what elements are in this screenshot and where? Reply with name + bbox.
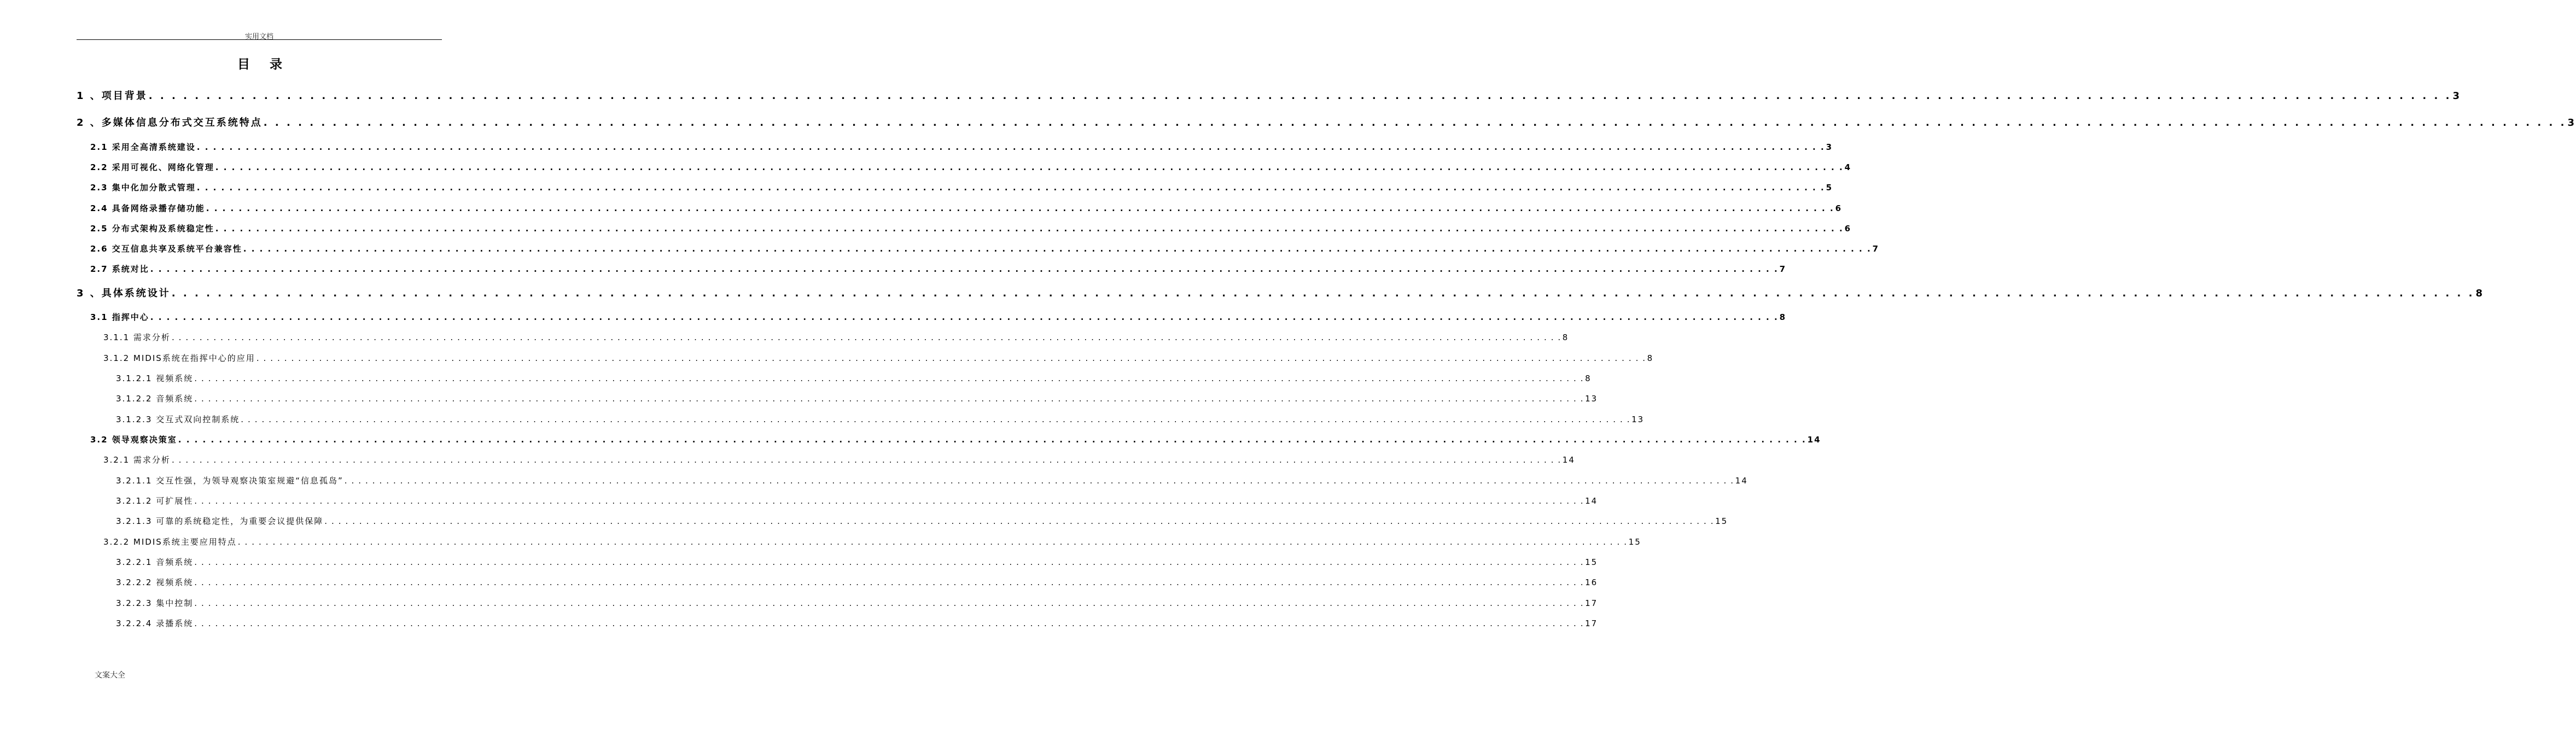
toc-entry[interactable]: [77, 88, 2461, 102]
toc-entry-text: 3.2.2.2 视频系统: [116, 578, 194, 587]
toc-entry-text: 3.2.1 需求分析: [103, 455, 171, 465]
page-footer: 文案大全: [95, 671, 125, 680]
toc-entry[interactable]: [77, 285, 2484, 300]
toc-entry-page: 6: [1844, 224, 1852, 234]
toc-leader-dots: . . . . . . . . . . . . . . . . . . . . . . . . . . . . . . . . . . . . . . . . . . . . . . . . . . . . . . . . . . . . . . . . . . . . . . . . . . . . . . . . . . . . . . . . . . . . . . . . . . . . . . . . . . . . . . . . . . . . . . . . . . . . . . . . . . . . . . . . . . . . . . . . . . . . . . . . . . . . . . . . . . . . . . . . . . . . . . . . . . . . . . . . . . . . . . . . . . . . . . . .: [171, 332, 1561, 342]
toc-leader-dots: . . . . . . . . . . . . . . . . . . . . . . . . . . . . . . . . . . . . . . . . . . . . . . . . . . . . . . . . . . . . . . . . . . . . . . . . . . . . . . . . . . . . . . . . . . . . . . . . . . . . . . . . . . . . . . . . . . . . . . . . . . . . . . . . . . . . . . . . . . . . . . . . . . . . . . . . . . . . . . . . . . . . . . . . . . . . . . . . . . . . . . . . . . . . . . . . . . . . . . . .: [215, 224, 1844, 234]
toc-entry[interactable]: [116, 617, 1598, 629]
toc-leader-dots: . . . . . . . . . . . . . . . . . . . . . . . . . . . . . . . . . . . . . . . . . . . . . . . . . . . . . . . . . . . . . . . . . . . . . . . . . . . . . . . . . . . . . . . . . . . . . . . . . . . . . . . . . . . . . . . . . . . . . . . . . . . . . . . . . . . . . . . . . . . . . . . . . . . . . . . . . . . . . . . . . . . . . . . . . . . . . . . . . . . . . . . . . . . . . . . . . . . . . . . .: [178, 435, 1806, 445]
toc-title: 目录: [237, 57, 302, 72]
toc-entry-page: 4: [1844, 162, 1852, 172]
toc-leader-dots: . . . . . . . . . . . . . . . . . . . . . . . . . . . . . . . . . . . . . . . . . . . . . . . . . . . . . . . . . . . . . . . . . . . . . . . . . . . . . . . . . . . . . . . . . . . . . . . . . . . . . . . . . . . . . . . . . . . . . . . . . . . . . . . . . . . . . . . . . . . . . . . . . . . . . . . . . . . . . . . . . . . . . . . . . . . . . . . . . . . . . . . . . . . . . . . . . . . . . . . .: [194, 557, 1584, 567]
toc-entry-page: 5: [1826, 183, 1833, 192]
toc-leader-dots: . . . . . . . . . . . . . . . . . . . . . . . . . . . . . . . . . . . . . . . . . . . . . . . . . . . . . . . . . . . . . . . . . . . . . . . . . . . . . . . . . . . . . . . . . . . . . . . . . . . . . . . . . . . . . . . . . . . . . . . . . . . . . . . . . . . . . . . . . . . . . . . . . . . . . . . . . . . . . . . . . . . . . . . . . . . . . . . . . . . . . . . . . . . . . . . . . . . . . . . .: [243, 244, 1872, 254]
toc-entry-page: 14: [1735, 476, 1748, 486]
toc-entry[interactable]: [90, 243, 1880, 254]
toc-leader-dots: . . . . . . . . . . . . . . . . . . . . . . . . . . . . . . . . . . . . . . . . . . . . . . . . . . . . . . . . . . . . . . . . . . . . . . . . . . . . . . . . . . . . . . . . . . . . . . . . . . . . . . . . . . . . . . . . . . . . . . . . . . . . . . . . . . . . . . . . . . . . . . . . . . . . . . . . . . . . . . . . . . . . . . . . . . . . . . . . . . . . . . . . . . . . . . . . . . . . . . . .: [194, 496, 1584, 506]
toc-entry[interactable]: [116, 413, 1645, 425]
toc-entry-page: 3: [2567, 117, 2576, 129]
toc-entry-page: 13: [1631, 415, 1645, 424]
toc-entry-text: 3.1.1 需求分析: [103, 332, 171, 342]
toc-leader-dots: . . . . . . . . . . . . . . . . . . . . . . . . . . . . . . . . . . . . . . . . . . . . . . . . . . . . . . . . . . . . . . . . . . . . . . . . . . . . . . . . . . . . . . . . . . . . . . . . . . . . . . . . . . . . . . . . . . . . . . . . . . . . . . . . . . . . . . . . . . . . . . . . . . . . . . . . . . . . . . . . . . . . . . . . . . . . . . . . . . . . . . . . . . . . . . . . . . . . . . . .: [194, 374, 1584, 383]
toc-leader-dots: . . . . . . . . . . . . . . . . . . . . . . . . . . . . . . . . . . . . . . . . . . . . . . . . . . . . . . . . . . . . . . . . . . . . . . . . . . . . . . . . . . . . . . . . . . . . . . . . . . . . . . . . . . . . . . . . . . . . . . . . . . . . . . . . . . . . . . . . . . . . . . . . . . . . . . . . . . . . . . . . . . . . . . . . . . . . . . . . . . . . . . . . . . . . . . . . . . . . . . . .: [215, 162, 1844, 172]
toc-entry-page: 7: [1872, 244, 1880, 254]
toc-entry[interactable]: [116, 515, 1728, 527]
toc-entry-text: 3.1 指挥中心: [90, 312, 149, 322]
toc-entry[interactable]: [116, 597, 1598, 609]
toc-entry[interactable]: [77, 115, 2576, 129]
toc-entry[interactable]: [103, 536, 1641, 547]
toc-entry-text: 3 、具体系统设计: [77, 288, 171, 299]
toc-entry-text: 3.2.1.1 交互性强，为领导观察决策室规避“信息孤岛”: [116, 476, 343, 486]
toc-entry-text: 2.1 采用全高清系统建设: [90, 142, 196, 152]
toc-leader-dots: . . . . . . . . . . . . . . . . . . . . . . . . . . . . . . . . . . . . . . . . . . . . . . . . . . . . . . . . . . . . . . . . . . . . . . . . . . . . . . . . . . . . . . . . . . . . . . . . . . . . . . . . . . . . . . . . . . . . . . . . . . . . . . . . . . . . . . . . . . . . . . . . . . . . . . . . . . . . . . . . . . . . . . . . . . . . . . . . . . . . . . . . . . . . . . . . . . . . . . . .: [194, 619, 1584, 628]
toc-entry-page: 14: [1807, 435, 1821, 445]
toc-entry-text: 3.2.1.2 可扩展性: [116, 496, 194, 506]
toc-entry[interactable]: [116, 495, 1598, 506]
toc-entry[interactable]: [90, 141, 1833, 153]
toc-entry[interactable]: [103, 454, 1575, 465]
toc-entry-text: 2 、多媒体信息分布式交互系统特点: [77, 117, 263, 129]
toc-leader-dots: . . . . . . . . . . . . . . . . . . . . . . . . . . . . . . . . . . . . . . . . . . . . . . . . . . . . . . . . . . . . . . . . . . . . . . . . . . . . . . . . . . . . . . . . . . . . . . . . . . . . . . . . . . . . . . . . . . . . . . . . . . . . . . . . . . . . . . . . . . . . . . . . . . . . . . . . . . . . . . . . . . . . . . . . . . . . . . . . . . . . . . . . . . . . . . . . . . . . . . . .: [194, 598, 1584, 608]
toc-entry-page: 8: [1779, 312, 1787, 322]
toc-entry-text: 3.2.2.1 音频系统: [116, 557, 194, 567]
toc-entry[interactable]: [90, 434, 1821, 445]
toc-entry[interactable]: [116, 393, 1598, 404]
toc-entry-text: 3.1.2.2 音频系统: [116, 394, 194, 404]
toc-leader-dots: . . . . . . . . . . . . . . . . . . . . . . . . . . . . . . . . . . . . . . . . . . . . . . . . . . . . . . . . . . . . . . . . . . . . . . . . . . . . . . . . . . . . . . . . . . . . . . . . . . . . . . . . . . . . . . . . . . . . . . . . . . . . . . . . . . . . . . . . . . . . . . . . . . . . . . . . . . . . . . . . . . . . . . . . . . . . . . . . . . . . . . . . . . . . . . . . . . . . . . . .: [171, 455, 1561, 465]
toc-entry-page: 6: [1835, 203, 1843, 213]
toc-entry-text: 3.1.2 MIDIS系统在指挥中心的应用: [103, 353, 255, 363]
toc-leader-dots: . . . . . . . . . . . . . . . . . . . . . . . . . . . . . . . . . . . . . . . . . . . . . . . . . . . . . . . . . . . . . . . . . . . . . . . . . . . . . . . . . . . . . . . . . . . . . . . . . . . . . . . . . . . . . . . . . . . . . . . . . . . . . . . . . . . . . . . . . . . . . . . . . . . . . . . . . . . . . . . . . . . . . . . . . . . . . . . . . . . . . . . . . . . . . . . . . . . . . . . .: [150, 264, 1779, 274]
toc-entry[interactable]: [90, 202, 1843, 214]
toc-leader-dots: . . . . . . . . . . . . . . . . . . . . . . . . . . . . . . . . . . . . . . . . . . . . . . . . . . . . . . . . . . . . . . . . . . . . . . . . . . . . . . . . . . . . . . . . . . . . . . . . . . . . . . . . . . . . . . . . . . . . . . . . . . . . . . . . . . . . . . . . . . . . . . . . . . . . . . . . . . . . . . . . . . . . . . . . . . . . . . . . . . . . . . . . . . . . . . . . . . . . . . . .: [196, 142, 1825, 152]
toc-entry[interactable]: [103, 352, 1654, 364]
toc-entry[interactable]: [90, 223, 1852, 234]
toc-entry-page: 14: [1585, 496, 1598, 506]
toc-leader-dots: . . . . . . . . . . . . . . . . . . . . . . . . . . . . . . . . . . . . . . . . . . . . . . . . . . . . . . . . . . . . . . . . . . . . . . . . . . . . . . . . . . . . . . . . . . . . . . . . . . . . . . . . . . . . . . . . . . . . . . . . . . . . . . . . . . . . . . . . . . . . . . . . . . . . . . . . . . . . . . . . . . . . . . . . . . . . . . . . . . . . . . . . . . . . . . . . . . . . . . . .: [324, 516, 1715, 526]
toc-entry-page: 16: [1585, 578, 1598, 587]
toc-entry[interactable]: [90, 182, 1833, 193]
toc-entry[interactable]: [116, 372, 1592, 384]
toc-entry[interactable]: [90, 311, 1787, 323]
toc-entry-page: 15: [1628, 537, 1641, 547]
toc-entry-page: 17: [1585, 619, 1598, 628]
toc-entry-page: 3: [1826, 142, 1833, 152]
toc-leader-dots: . . . . . . . . . . . . . . . . . . . . . . . . . . . . . . . . . . . . . . . . . . . . . . . . . . . . . . . . . . . . . . . . . . . . . . . . . . . . . . . . . . . . . . . . . . . . . . . . . . . . . . . . . . . . . . . . . . . . . . . . . . . . . . . . . . . . . . . . . . . . . . . . . . . . . . . . . . . . . . . . . . . . . . . . . . . . . . . . . . . . . . . . . . . . . . . . . . . . . . . .: [171, 288, 2475, 299]
toc-entry-page: 8: [2475, 288, 2484, 299]
toc-entry-page: 7: [1779, 264, 1787, 274]
toc-entry-text: 3.2.1.3 可靠的系统稳定性，为重要会议提供保障: [116, 516, 324, 526]
toc-entry-page: 13: [1585, 394, 1598, 404]
toc-entry[interactable]: [116, 475, 1748, 486]
toc-entry[interactable]: [116, 576, 1598, 588]
toc-entry-text: 1 、项目背景: [77, 90, 148, 102]
toc-entry-page: 17: [1585, 598, 1598, 608]
toc-entry-text: 3.1.2.1 视频系统: [116, 374, 194, 383]
toc-leader-dots: . . . . . . . . . . . . . . . . . . . . . . . . . . . . . . . . . . . . . . . . . . . . . . . . . . . . . . . . . . . . . . . . . . . . . . . . . . . . . . . . . . . . . . . . . . . . . . . . . . . . . . . . . . . . . . . . . . . . . . . . . . . . . . . . . . . . . . . . . . . . . . . . . . . . . . . . . . . . . . . . . . . . . . . . . . . . . . . . . . . . . . . . . . . . . . . . . . . . . . . .: [196, 183, 1825, 192]
toc-leader-dots: . . . . . . . . . . . . . . . . . . . . . . . . . . . . . . . . . . . . . . . . . . . . . . . . . . . . . . . . . . . . . . . . . . . . . . . . . . . . . . . . . . . . . . . . . . . . . . . . . . . . . . . . . . . . . . . . . . . . . . . . . . . . . . . . . . . . . . . . . . . . . . . . . . . . . . . . . . . . . . . . . . . . . . . . . . . . . . . . . . . . . . . . . . . . . . . . . . . . . . . .: [256, 353, 1646, 363]
header-rule: [77, 39, 442, 40]
toc-entry-page: 8: [1562, 332, 1569, 342]
toc-leader-dots: . . . . . . . . . . . . . . . . . . . . . . . . . . . . . . . . . . . . . . . . . . . . . . . . . . . . . . . . . . . . . . . . . . . . . . . . . . . . . . . . . . . . . . . . . . . . . . . . . . . . . . . . . . . . . . . . . . . . . . . . . . . . . . . . . . . . . . . . . . . . . . . . . . . . . . . . . . . . . . . . . . . . . . . . . . . . . . . . . . . . . . . . . . . . . . . . . . . . . . . .: [194, 394, 1584, 404]
toc-entry-page: 8: [1647, 353, 1654, 363]
toc-entry[interactable]: [90, 161, 1852, 173]
toc-entry-text: 3.2.2.3 集中控制: [116, 598, 194, 608]
toc-entry-page: 15: [1585, 557, 1598, 567]
toc-entry-text: 2.7 系统对比: [90, 264, 149, 274]
toc-entry-text: 3.2.2.4 录播系统: [116, 619, 194, 628]
toc-leader-dots: . . . . . . . . . . . . . . . . . . . . . . . . . . . . . . . . . . . . . . . . . . . . . . . . . . . . . . . . . . . . . . . . . . . . . . . . . . . . . . . . . . . . . . . . . . . . . . . . . . . . . . . . . . . . . . . . . . . . . . . . . . . . . . . . . . . . . . . . . . . . . . . . . . . . . . . . . . . . . . . . . . . . . . . . . . . . . . . . . . . . . . . . . . . . . . . . . . . . . . . .: [148, 90, 2452, 102]
toc-entry-text: 2.3 集中化加分散式管理: [90, 183, 196, 192]
page-header: 实用文档: [244, 33, 273, 41]
toc-entry-page: 8: [1585, 374, 1592, 383]
toc-entry-page: 15: [1715, 516, 1728, 526]
toc-entry-text: 2.2 采用可视化、网络化管理: [90, 162, 214, 172]
toc-entry-text: 3.1.2.3 交互式双向控制系统: [116, 415, 240, 424]
toc-leader-dots: . . . . . . . . . . . . . . . . . . . . . . . . . . . . . . . . . . . . . . . . . . . . . . . . . . . . . . . . . . . . . . . . . . . . . . . . . . . . . . . . . . . . . . . . . . . . . . . . . . . . . . . . . . . . . . . . . . . . . . . . . . . . . . . . . . . . . . . . . . . . . . . . . . . . . . . . . . . . . . . . . . . . . . . . . . . . . . . . . . . . . . . . . . . . . . . . . . . . . . . .: [263, 117, 2567, 129]
toc-entry-page: 14: [1562, 455, 1575, 465]
toc-entry-text: 2.4 具备网络录播存储功能: [90, 203, 205, 213]
toc-leader-dots: . . . . . . . . . . . . . . . . . . . . . . . . . . . . . . . . . . . . . . . . . . . . . . . . . . . . . . . . . . . . . . . . . . . . . . . . . . . . . . . . . . . . . . . . . . . . . . . . . . . . . . . . . . . . . . . . . . . . . . . . . . . . . . . . . . . . . . . . . . . . . . . . . . . . . . . . . . . . . . . . . . . . . . . . . . . . . . . . . . . . . . . . . . . . . . . . . . . . . . . .: [194, 578, 1584, 587]
toc-leader-dots: . . . . . . . . . . . . . . . . . . . . . . . . . . . . . . . . . . . . . . . . . . . . . . . . . . . . . . . . . . . . . . . . . . . . . . . . . . . . . . . . . . . . . . . . . . . . . . . . . . . . . . . . . . . . . . . . . . . . . . . . . . . . . . . . . . . . . . . . . . . . . . . . . . . . . . . . . . . . . . . . . . . . . . . . . . . . . . . . . . . . . . . . . . . . . . . . . . . . . . . .: [344, 476, 1734, 486]
toc-entry[interactable]: [116, 556, 1598, 568]
toc-entry[interactable]: [90, 263, 1787, 275]
toc-leader-dots: . . . . . . . . . . . . . . . . . . . . . . . . . . . . . . . . . . . . . . . . . . . . . . . . . . . . . . . . . . . . . . . . . . . . . . . . . . . . . . . . . . . . . . . . . . . . . . . . . . . . . . . . . . . . . . . . . . . . . . . . . . . . . . . . . . . . . . . . . . . . . . . . . . . . . . . . . . . . . . . . . . . . . . . . . . . . . . . . . . . . . . . . . . . . . . . . . . . . . . . .: [241, 415, 1631, 424]
toc-entry-text: 3.2 领导观察决策室: [90, 435, 177, 445]
toc-leader-dots: . . . . . . . . . . . . . . . . . . . . . . . . . . . . . . . . . . . . . . . . . . . . . . . . . . . . . . . . . . . . . . . . . . . . . . . . . . . . . . . . . . . . . . . . . . . . . . . . . . . . . . . . . . . . . . . . . . . . . . . . . . . . . . . . . . . . . . . . . . . . . . . . . . . . . . . . . . . . . . . . . . . . . . . . . . . . . . . . . . . . . . . . . . . . . . . . . . . . . . . .: [150, 312, 1779, 322]
toc-entry-page: 3: [2452, 90, 2461, 102]
toc-entry[interactable]: [103, 331, 1569, 343]
toc-leader-dots: . . . . . . . . . . . . . . . . . . . . . . . . . . . . . . . . . . . . . . . . . . . . . . . . . . . . . . . . . . . . . . . . . . . . . . . . . . . . . . . . . . . . . . . . . . . . . . . . . . . . . . . . . . . . . . . . . . . . . . . . . . . . . . . . . . . . . . . . . . . . . . . . . . . . . . . . . . . . . . . . . . . . . . . . . . . . . . . . . . . . . . . . . . . . . . . . . . . . . . . .: [206, 203, 1834, 213]
toc-entry-text: 3.2.2 MIDIS系统主要应用特点: [103, 537, 237, 547]
toc-leader-dots: . . . . . . . . . . . . . . . . . . . . . . . . . . . . . . . . . . . . . . . . . . . . . . . . . . . . . . . . . . . . . . . . . . . . . . . . . . . . . . . . . . . . . . . . . . . . . . . . . . . . . . . . . . . . . . . . . . . . . . . . . . . . . . . . . . . . . . . . . . . . . . . . . . . . . . . . . . . . . . . . . . . . . . . . . . . . . . . . . . . . . . . . . . . . . . . . . . . . . . . .: [237, 537, 1628, 547]
toc-entry-text: 2.6 交互信息共享及系统平台兼容性: [90, 244, 242, 254]
toc-entry-text: 2.5 分布式架构及系统稳定性: [90, 224, 214, 234]
